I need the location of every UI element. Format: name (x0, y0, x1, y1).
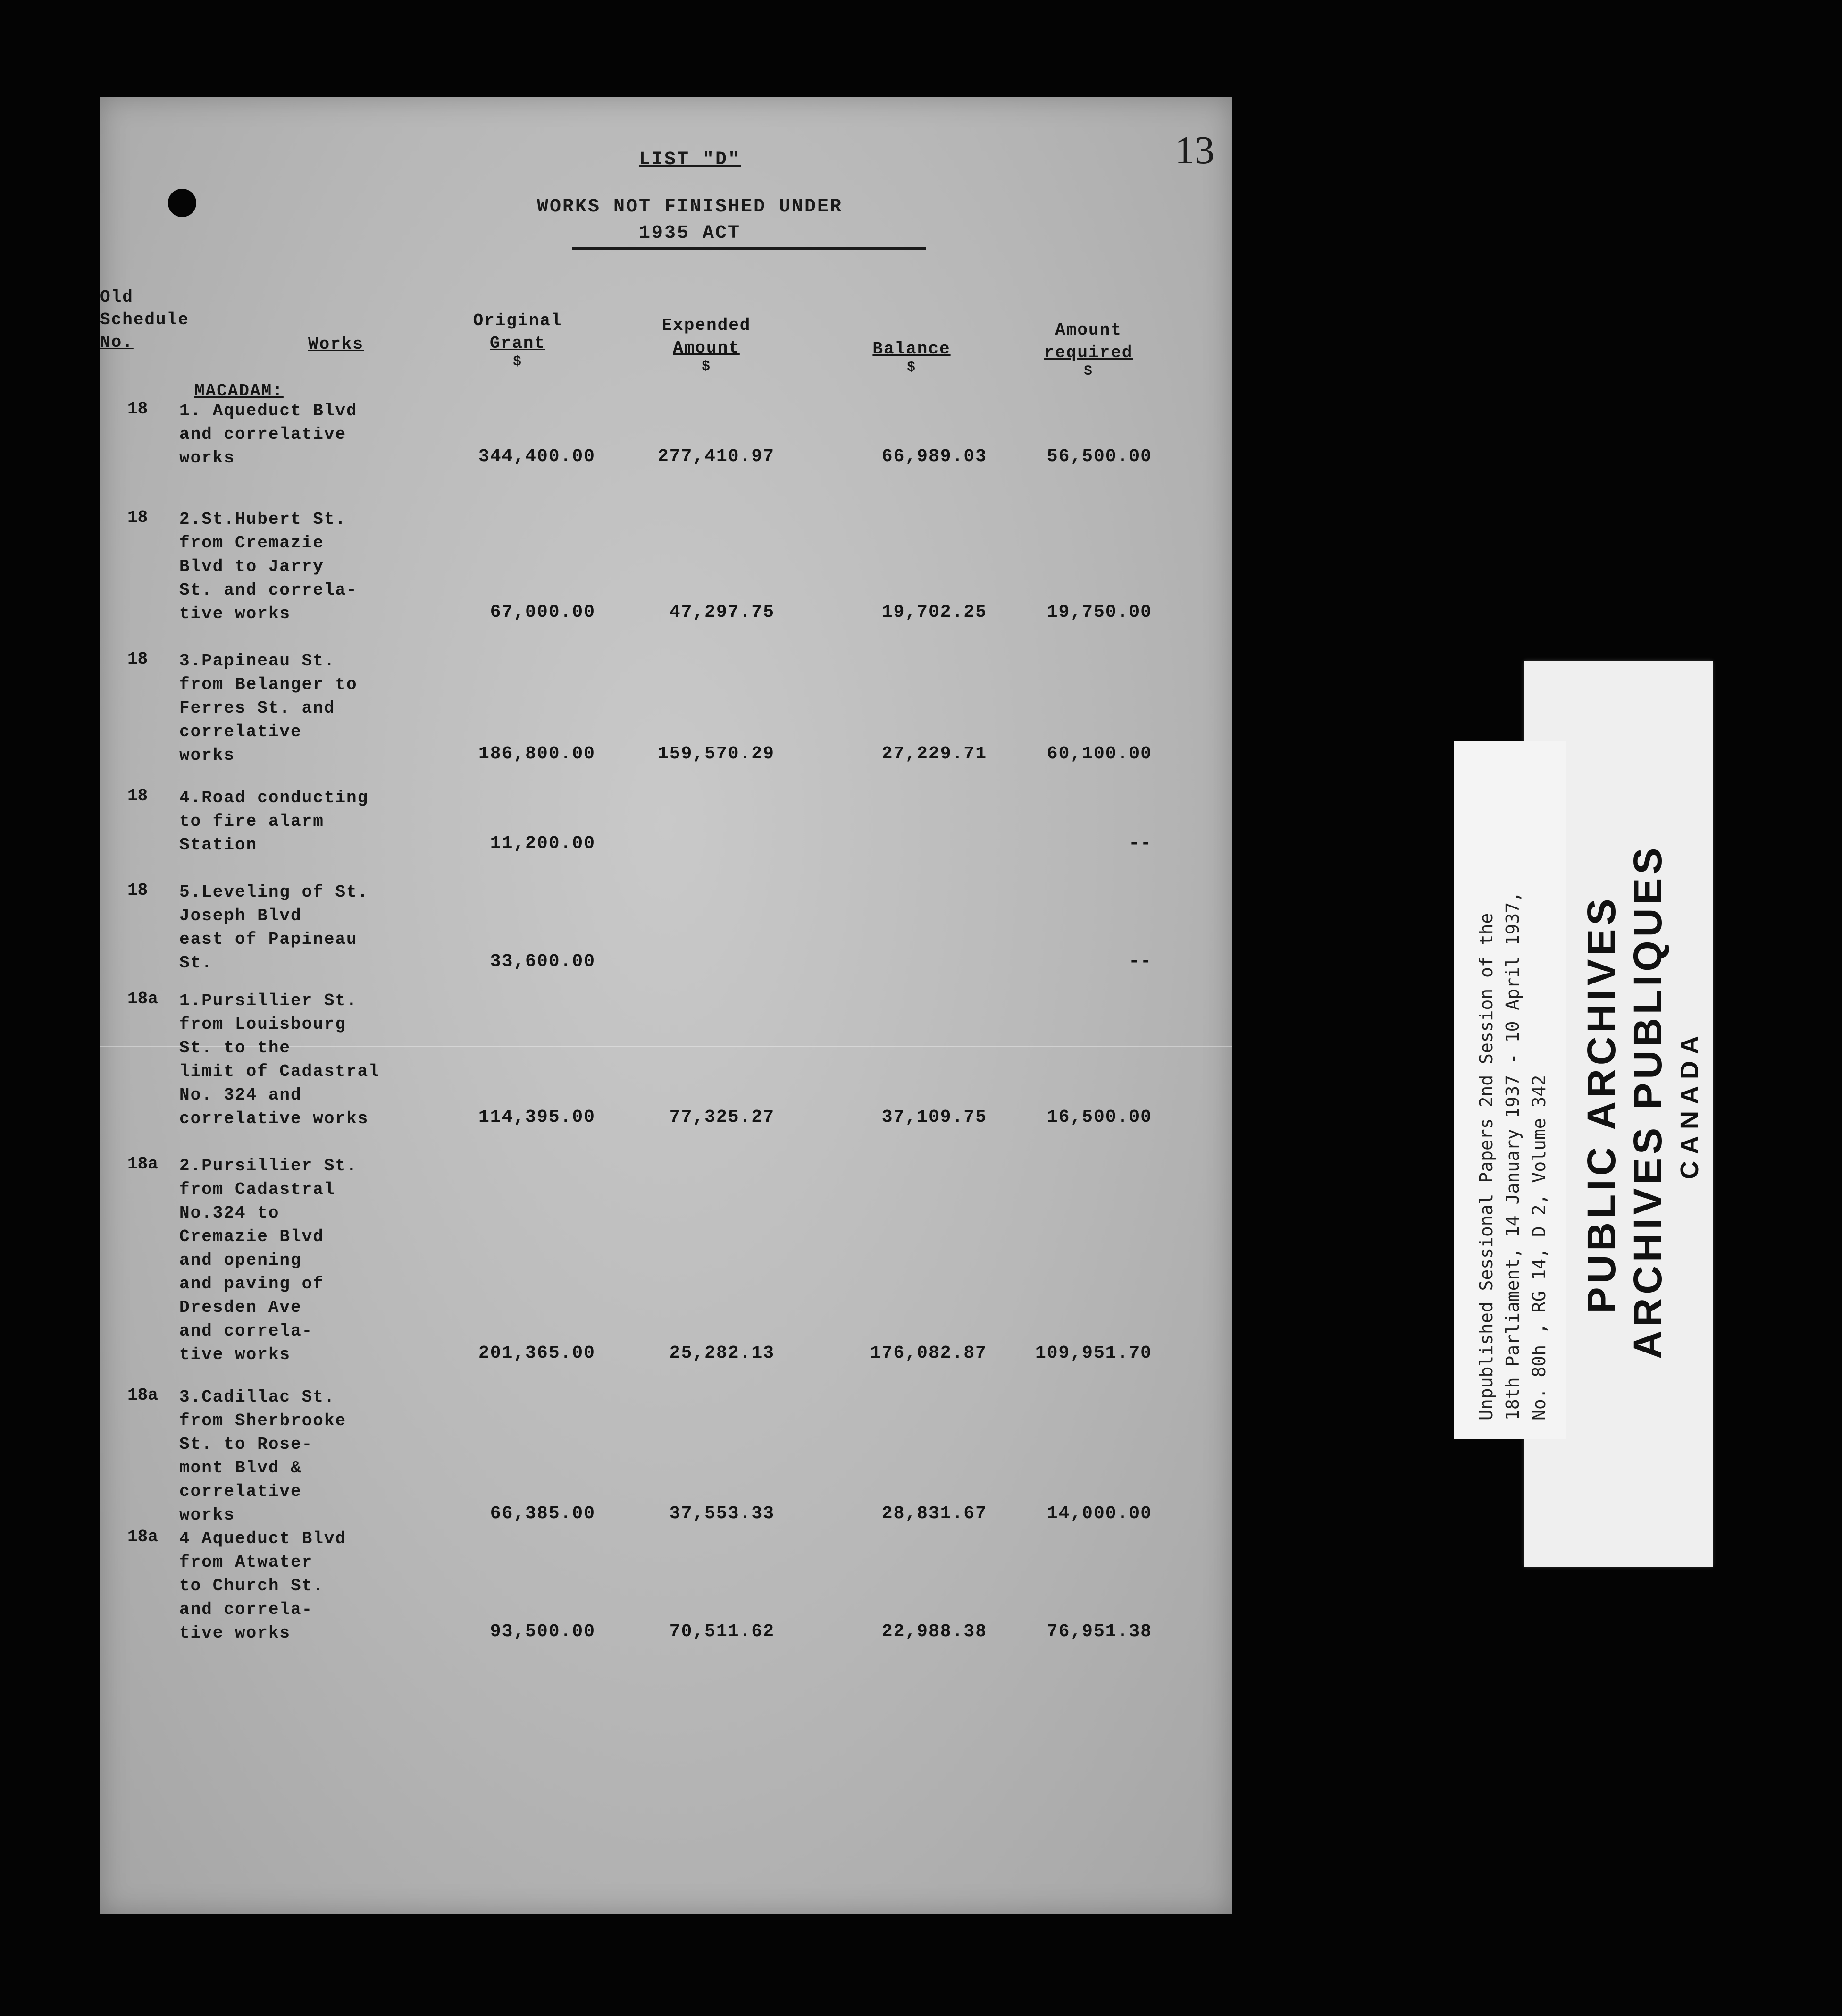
col-head-balance-currency: $ (906, 360, 916, 376)
section-title: MACADAM: (194, 381, 284, 401)
works-line: and paving of (179, 1274, 324, 1294)
works-line: works (179, 746, 235, 765)
works-description (179, 786, 444, 857)
works-line: 5.Leveling of St. (179, 882, 369, 902)
works-line: mont Blvd & (179, 1458, 302, 1478)
works-line: limit of Cadastral (179, 1062, 380, 1081)
works-line: from Sherbrooke (179, 1411, 347, 1430)
works-line: east of Papineau (179, 930, 358, 949)
col-head-original-2: Grant (489, 334, 546, 353)
works-line: St. to Rose- (179, 1435, 313, 1454)
original-grant: 344,400.00 (478, 446, 595, 467)
balance: 28,831.67 (881, 1504, 987, 1524)
works-line: and correlative (179, 425, 347, 444)
works-line: 2.St.Hubert St. (179, 510, 347, 529)
works-line: correlative works (179, 1109, 369, 1128)
list-title: LIST "D" (638, 149, 741, 170)
works-line: from Cadastral (179, 1180, 335, 1199)
col-head-required (1011, 319, 1166, 378)
col-head-expended-2: Amount (673, 338, 740, 358)
works-line: from Cremazie (179, 533, 324, 553)
works-line: and correla- (179, 1600, 313, 1619)
works-line: tive works (179, 1345, 291, 1364)
schedule-no: 18 (127, 508, 148, 527)
original-grant: 67,000.00 (490, 602, 595, 622)
works-line: tive works (179, 1623, 291, 1643)
works-description (179, 649, 444, 767)
col-head-original-currency: $ (512, 354, 522, 370)
col-head-schedule-3: No. (100, 333, 134, 352)
works-line: from Atwater (179, 1553, 313, 1572)
works-description (179, 399, 444, 470)
col-head-expended-currency: $ (701, 359, 711, 375)
schedule-no: 18a (127, 989, 158, 1008)
works-description (179, 1154, 444, 1367)
works-line: 4 Aqueduct Blvd (179, 1529, 347, 1548)
works-line: Joseph Blvd (179, 906, 302, 925)
works-line: St. and correla- (179, 580, 358, 600)
works-line: St. to the (179, 1038, 291, 1058)
schedule-no: 18a (127, 1386, 158, 1405)
col-head-balance-label: Balance (872, 339, 951, 359)
citation-line-3: No. 80h , RG 14, D 2, Volume 342 (1529, 1075, 1549, 1420)
original-grant: 201,365.00 (478, 1343, 595, 1363)
works-line: to Church St. (179, 1576, 324, 1596)
stamp-line-1: PUBLIC ARCHIVES (1579, 895, 1624, 1314)
col-head-schedule-2: Schedule (100, 310, 189, 329)
works-line: St. (179, 953, 213, 973)
works-description (179, 1527, 444, 1645)
col-head-schedule-1: Old (100, 287, 134, 307)
col-head-works (289, 333, 383, 356)
expended-amount: 77,325.27 (669, 1107, 775, 1127)
works-line: from Louisbourg (179, 1015, 347, 1034)
citation-line-2: 18th Parliament, 14 January 1937 - 10 April 1937, (1502, 891, 1523, 1420)
citation-line-1: Unpublished Sessional Papers 2nd Session of the (1476, 913, 1497, 1420)
works-line: and correla- (179, 1321, 313, 1341)
schedule-no: 18 (127, 399, 148, 419)
works-line: 3.Papineau St. (179, 651, 335, 671)
subtitle-line-2: 1935 ACT (638, 223, 741, 244)
works-line: from Belanger to (179, 675, 358, 694)
col-head-required-1: Amount (1055, 320, 1122, 340)
works-description (179, 989, 444, 1131)
works-description (179, 508, 444, 626)
expended-amount: 25,282.13 (669, 1343, 775, 1363)
subtitle-line-1: WORKS NOT FINISHED UNDER (536, 196, 843, 218)
expended-amount: 277,410.97 (657, 446, 775, 467)
stamp-line-3: CANADA (1675, 1029, 1704, 1179)
schedule-no: 18a (127, 1527, 158, 1546)
works-line: works (179, 1505, 235, 1525)
works-line: No. 324 and (179, 1085, 302, 1105)
amount-required: 19,750.00 (1047, 602, 1152, 622)
works-line: tive works (179, 604, 291, 623)
balance: 37,109.75 (881, 1107, 987, 1127)
document-page (100, 97, 1232, 1914)
schedule-no: 18 (127, 649, 148, 669)
amount-required: 76,951.38 (1047, 1621, 1152, 1642)
works-line: Station (179, 835, 258, 855)
works-line: 1. Aqueduct Blvd (179, 401, 358, 420)
balance: 66,989.03 (881, 446, 987, 467)
heading-rule (572, 247, 926, 250)
works-line: and opening (179, 1251, 302, 1270)
citation-text (1473, 891, 1552, 1420)
works-line: Ferres St. and (179, 698, 335, 718)
original-grant: 93,500.00 (490, 1621, 595, 1642)
expended-amount: 37,553.33 (669, 1504, 775, 1524)
works-line: Cremazie Blvd (179, 1227, 324, 1246)
schedule-no: 18a (127, 1154, 158, 1174)
amount-required: 60,100.00 (1047, 744, 1152, 764)
page-number: 13 (1175, 128, 1214, 172)
col-head-required-currency: $ (1083, 363, 1093, 379)
punch-hole (168, 189, 196, 217)
amount-required: 109,951.70 (1035, 1343, 1152, 1363)
original-grant: 114,395.00 (478, 1107, 595, 1127)
works-line: Blvd to Jarry (179, 557, 324, 576)
archive-stamp-text (1578, 844, 1708, 1359)
col-head-expended (628, 314, 784, 374)
col-head-required-2: required (1044, 343, 1133, 362)
col-head-works-label: Works (308, 335, 364, 354)
balance: 176,082.87 (870, 1343, 987, 1363)
col-head-original-1: Original (473, 311, 562, 330)
expended-amount: 70,511.62 (669, 1621, 775, 1642)
schedule-no: 18 (127, 786, 148, 806)
expended-amount: 159,570.29 (657, 744, 775, 764)
col-head-original (440, 310, 595, 369)
works-line: 2.Pursillier St. (179, 1156, 358, 1176)
works-line: correlative (179, 1482, 302, 1501)
col-head-expended-1: Expended (661, 316, 751, 335)
balance: 22,988.38 (881, 1621, 987, 1642)
works-line: No.324 to (179, 1203, 280, 1223)
amount-required: 56,500.00 (1047, 446, 1152, 467)
schedule-no: 18 (127, 881, 148, 900)
works-line: to fire alarm (179, 812, 324, 831)
col-head-balance (836, 338, 987, 375)
amount-required: 16,500.00 (1047, 1107, 1152, 1127)
balance: 19,702.25 (881, 602, 987, 622)
works-line: works (179, 448, 235, 468)
amount-required: -- (1129, 951, 1152, 972)
amount-required: -- (1129, 833, 1152, 854)
original-grant: 33,600.00 (490, 951, 595, 972)
works-description (179, 881, 444, 975)
col-head-schedule (100, 286, 199, 354)
works-description (179, 1386, 444, 1527)
expended-amount: 47,297.75 (669, 602, 775, 622)
works-line: Dresden Ave (179, 1298, 302, 1317)
works-line: 4.Road conducting (179, 788, 369, 807)
works-line: 1.Pursillier St. (179, 991, 358, 1010)
works-line: 3.Cadillac St. (179, 1387, 335, 1407)
original-grant: 11,200.00 (490, 833, 595, 854)
original-grant: 186,800.00 (478, 744, 595, 764)
works-line: correlative (179, 722, 302, 741)
balance: 27,229.71 (881, 744, 987, 764)
original-grant: 66,385.00 (490, 1504, 595, 1524)
stamp-line-2: ARCHIVES PUBLIQUES (1625, 844, 1670, 1359)
amount-required: 14,000.00 (1047, 1504, 1152, 1524)
